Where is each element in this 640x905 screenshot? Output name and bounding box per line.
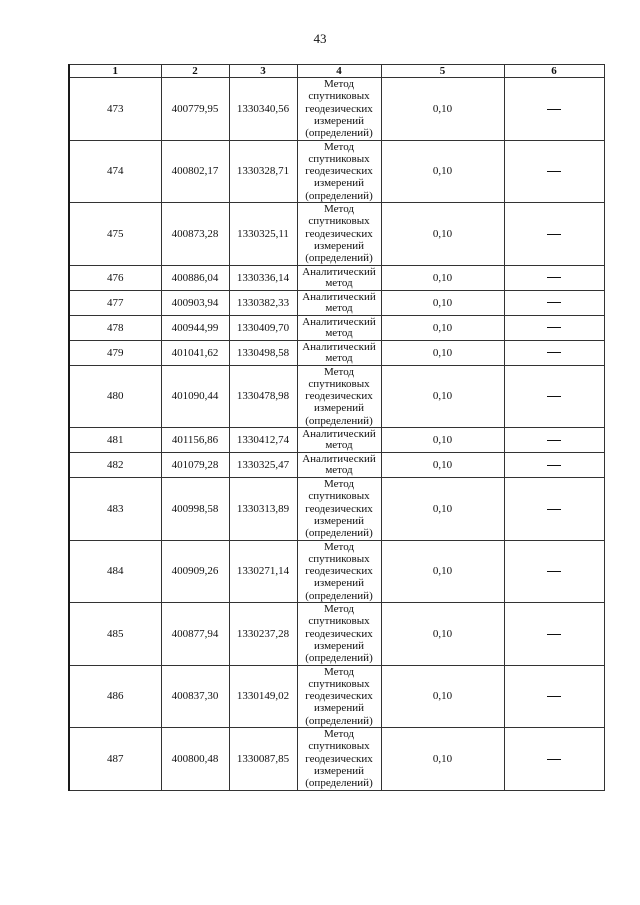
dash-line [547,327,561,328]
point-number-cell: 480 [69,365,161,428]
point-number-cell: 481 [69,428,161,453]
table-row [69,540,604,603]
coordinate-y-cell: 1330087,85 [229,728,297,791]
point-number-cell: 479 [69,340,161,365]
note-cell [504,603,604,666]
coordinate-y-cell: 1330382,33 [229,290,297,315]
accuracy-cell: 0,10 [381,340,504,365]
page-number: 43 [313,31,327,46]
dash-line [547,634,561,635]
coordinate-x-cell: 400779,95 [161,78,229,141]
accuracy-cell: 0,10 [381,478,504,541]
coordinate-x-cell: 401156,86 [161,428,229,453]
coordinate-x-cell: 401041,62 [161,340,229,365]
point-number-cell: 476 [69,265,161,290]
note-cell [504,365,604,428]
table-row [69,428,604,453]
coordinate-y-cell: 1330340,56 [229,78,297,141]
dash-line [547,759,561,760]
coordinate-x-cell: 400877,94 [161,603,229,666]
column-header: 2 [161,65,229,78]
method-cell: Аналитический метод [297,315,381,340]
accuracy-cell: 0,10 [381,203,504,266]
method-cell: Метод спутниковых геодезических измерений (определений) [297,728,381,791]
dash-line [547,440,561,441]
table-row [69,290,604,315]
note-cell [504,290,604,315]
coordinate-x-cell: 400998,58 [161,478,229,541]
coordinate-y-cell: 1330409,70 [229,315,297,340]
point-number-cell: 482 [69,453,161,478]
coordinate-y-cell: 1330412,74 [229,428,297,453]
table-row [69,603,604,666]
coordinate-y-cell: 1330313,89 [229,478,297,541]
coordinate-x-cell: 400944,99 [161,315,229,340]
dash-line [547,302,561,303]
accuracy-cell: 0,10 [381,603,504,666]
dash-line [547,109,561,110]
accuracy-cell: 0,10 [381,428,504,453]
table-row [69,315,604,340]
coordinate-y-cell: 1330271,14 [229,540,297,603]
table-row [69,340,604,365]
method-cell: Аналитический метод [297,265,381,290]
coordinate-x-cell: 401079,28 [161,453,229,478]
coordinate-y-cell: 1330325,11 [229,203,297,266]
column-header: 6 [504,65,604,78]
column-header: 4 [297,65,381,78]
table-header-row [69,65,604,78]
method-cell: Метод спутниковых геодезических измерений (определений) [297,78,381,141]
accuracy-cell: 0,10 [381,365,504,428]
table-row [69,478,604,541]
method-cell: Метод спутниковых геодезических измерений (определений) [297,478,381,541]
accuracy-cell: 0,10 [381,453,504,478]
method-cell: Метод спутниковых геодезических измерений (определений) [297,665,381,728]
dash-line [547,171,561,172]
point-number-cell: 487 [69,728,161,791]
column-header: 1 [69,65,161,78]
table-row [69,728,604,791]
coordinate-x-cell: 400837,30 [161,665,229,728]
table-row [69,365,604,428]
note-cell [504,315,604,340]
accuracy-cell: 0,10 [381,315,504,340]
dash-line [547,465,561,466]
column-header: 3 [229,65,297,78]
accuracy-cell: 0,10 [381,265,504,290]
coordinate-x-cell: 400800,48 [161,728,229,791]
method-cell: Метод спутниковых геодезических измерений (определений) [297,365,381,428]
accuracy-cell: 0,10 [381,665,504,728]
note-cell [504,140,604,203]
method-cell: Метод спутниковых геодезических измерений (определений) [297,603,381,666]
note-cell [504,340,604,365]
method-cell: Метод спутниковых геодезических измерений (определений) [297,540,381,603]
table-row [69,140,604,203]
dash-line [547,234,561,235]
note-cell [504,665,604,728]
point-number-cell: 474 [69,140,161,203]
coordinate-y-cell: 1330149,02 [229,665,297,728]
table-row [69,78,604,141]
coordinate-x-cell: 401090,44 [161,365,229,428]
point-number-cell: 483 [69,478,161,541]
point-number-cell: 477 [69,290,161,315]
accuracy-cell: 0,10 [381,540,504,603]
note-cell [504,478,604,541]
note-cell [504,203,604,266]
coordinate-y-cell: 1330478,98 [229,365,297,428]
method-cell: Метод спутниковых геодезических измерений (определений) [297,203,381,266]
accuracy-cell: 0,10 [381,140,504,203]
point-number-cell: 484 [69,540,161,603]
dash-line [547,509,561,510]
note-cell [504,728,604,791]
coordinates-table [68,64,605,791]
note-cell [504,78,604,141]
table-row [69,665,604,728]
coordinate-x-cell: 400802,17 [161,140,229,203]
note-cell [504,428,604,453]
table-row [69,265,604,290]
point-number-cell: 473 [69,78,161,141]
method-cell: Аналитический метод [297,428,381,453]
coordinate-y-cell: 1330325,47 [229,453,297,478]
coordinate-y-cell: 1330336,14 [229,265,297,290]
coordinate-y-cell: 1330237,28 [229,603,297,666]
point-number-cell: 475 [69,203,161,266]
dash-line [547,696,561,697]
point-number-cell: 485 [69,603,161,666]
note-cell [504,265,604,290]
method-cell: Аналитический метод [297,453,381,478]
coordinate-x-cell: 400903,94 [161,290,229,315]
accuracy-cell: 0,10 [381,290,504,315]
point-number-cell: 486 [69,665,161,728]
note-cell [504,453,604,478]
coordinate-x-cell: 400909,26 [161,540,229,603]
point-number-cell: 478 [69,315,161,340]
coordinate-y-cell: 1330498,58 [229,340,297,365]
dash-line [547,571,561,572]
coordinate-y-cell: 1330328,71 [229,140,297,203]
method-cell: Аналитический метод [297,340,381,365]
coordinate-x-cell: 400873,28 [161,203,229,266]
accuracy-cell: 0,10 [381,78,504,141]
coordinate-x-cell: 400886,04 [161,265,229,290]
dash-line [547,277,561,278]
accuracy-cell: 0,10 [381,728,504,791]
note-cell [504,540,604,603]
method-cell: Аналитический метод [297,290,381,315]
method-cell: Метод спутниковых геодезических измерений (определений) [297,140,381,203]
column-header: 5 [381,65,504,78]
dash-line [547,396,561,397]
table-row [69,453,604,478]
dash-line [547,352,561,353]
table-row [69,203,604,266]
